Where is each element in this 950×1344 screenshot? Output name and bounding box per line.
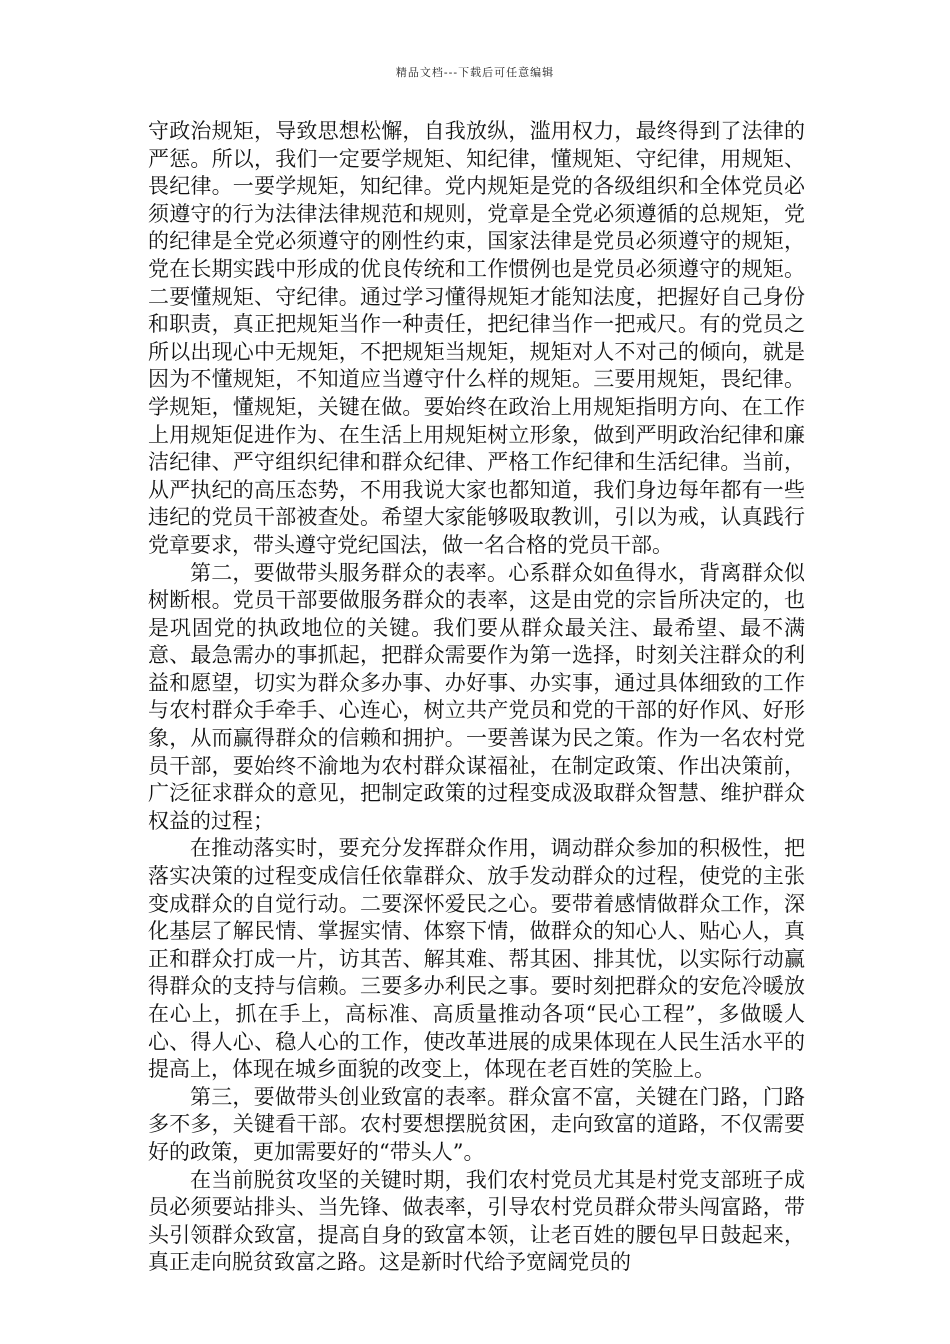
paragraph-3: 在推动落实时，要充分发挥群众作用，调动群众参加的积极性，把落实决策的过程变成信任依靠群众、放手发动群众的过程，使党的主张变成群众的自觉行动。二要深怀爱民之心。要带着感情做群众工作，深化基层了解民情、掌握实情、体察下情，做群众的知心人、贴心人，真正和群众打成一片，访其苦、解其难、帮其困、排其忧，以实际行动赢得群众的支持与信赖。三要多办利民之事。要时刻把群众的安危冷暖放在心上，抓在手上，高标准、高质量推动各项“民心工程”，多做暖人心、得人心、稳人心的工作，使改革进展的成果体现在人民生活水平的提高上，体现在城乡面貌的改变上，体现在老百姓的笑脸上。 — [148, 836, 805, 1082]
page-header: 精品文档---下载后可任意编辑 — [395, 66, 555, 79]
paragraph-4: 第三，要做带头创业致富的表率。群众富不富，关键在门路，门路多不多，关键看干部。农村要想摆脱贫困，走向致富的道路，不仅需要好的政策，更加需要好的“带头人”。 — [148, 1084, 805, 1164]
paragraph-2: 第二，要做带头服务群众的表率。心系群众如鱼得水，背离群众似树断根。党员干部要做服务群众的表率，这是由党的宗旨所决定的，也是巩固党的执政地位的关键。我们要从群众最关注、最希望、最不满意、最急需办的事抓起，把群众需要作为第一选择，时刻关注群众的利益和愿望，切实为群众多办事、办好事、办实事，通过具体细致的工作与农村群众手牵手、心连心，树立共产党员和党的干部的好作风、好形象，从而赢得群众的信赖和拥护。一要善谋为民之策。作为一名农村党员干部，要始终不渝地为农村群众谋福祉，在制定政策、作出决策前，广泛征求群众的意见，把制定政策的过程变成汲取群众智慧、维护群众权益的过程； — [148, 560, 805, 833]
document-body — [148, 118, 805, 1277]
paragraph-1: 守政治规矩，导致思想松懈，自我放纵，滥用权力，最终得到了法律的严惩。所以，我们一定要学规矩、知纪律，懂规矩、守纪律，用规矩、畏纪律。一要学规矩，知纪律。党内规矩是党的各级组织和全体党员必须遵守的行为法律法律规范和规则，党章是全党必须遵循的总规矩，党的纪律是全党必须遵守的刚性约束，国家法律是党员必须遵守的规矩，党在长期实践中形成的优良传统和工作惯例也是党员必须遵守的规矩。二要懂规矩、守纪律。通过学习懂得规矩才能知法度，把握好自己身份和职责，真正把规矩当作一种责任，把纪律当作一把戒尺。有的党员之所以出现心中无规矩，不把规矩当规矩，规矩对人不对己的倾向，就是因为不懂规矩，不知道应当遵守什么样的规矩。三要用规矩，畏纪律。学规矩，懂规矩，关键在做。要始终在政治上用规矩指明方向、在工作上用规矩促进作为、在生活上用规矩树立形象，做到严明政治纪律和廉洁纪律、严守组织纪律和群众纪律、严格工作纪律和生活纪律。当前，从严执纪的高压态势，不用我说大家也都知道，我们身边每年都有一些违纪的党员干部被查处。希望大家能够吸取教训，引以为戒，认真践行党章要求，带头遵守党纪国法，做一名合格的党员干部。 — [148, 119, 805, 557]
paragraph-5: 在当前脱贫攻坚的关键时期，我们农村党员尤其是村党支部班子成员必须要站排头、当先锋、做表率，引导农村党员群众带头闯富路，带头引领群众致富，提高自身的致富本领，让老百姓的腰包早日鼓起来，真正走向脱贫致富之路。这是新时代给予宽阔党员的 — [148, 1167, 805, 1275]
